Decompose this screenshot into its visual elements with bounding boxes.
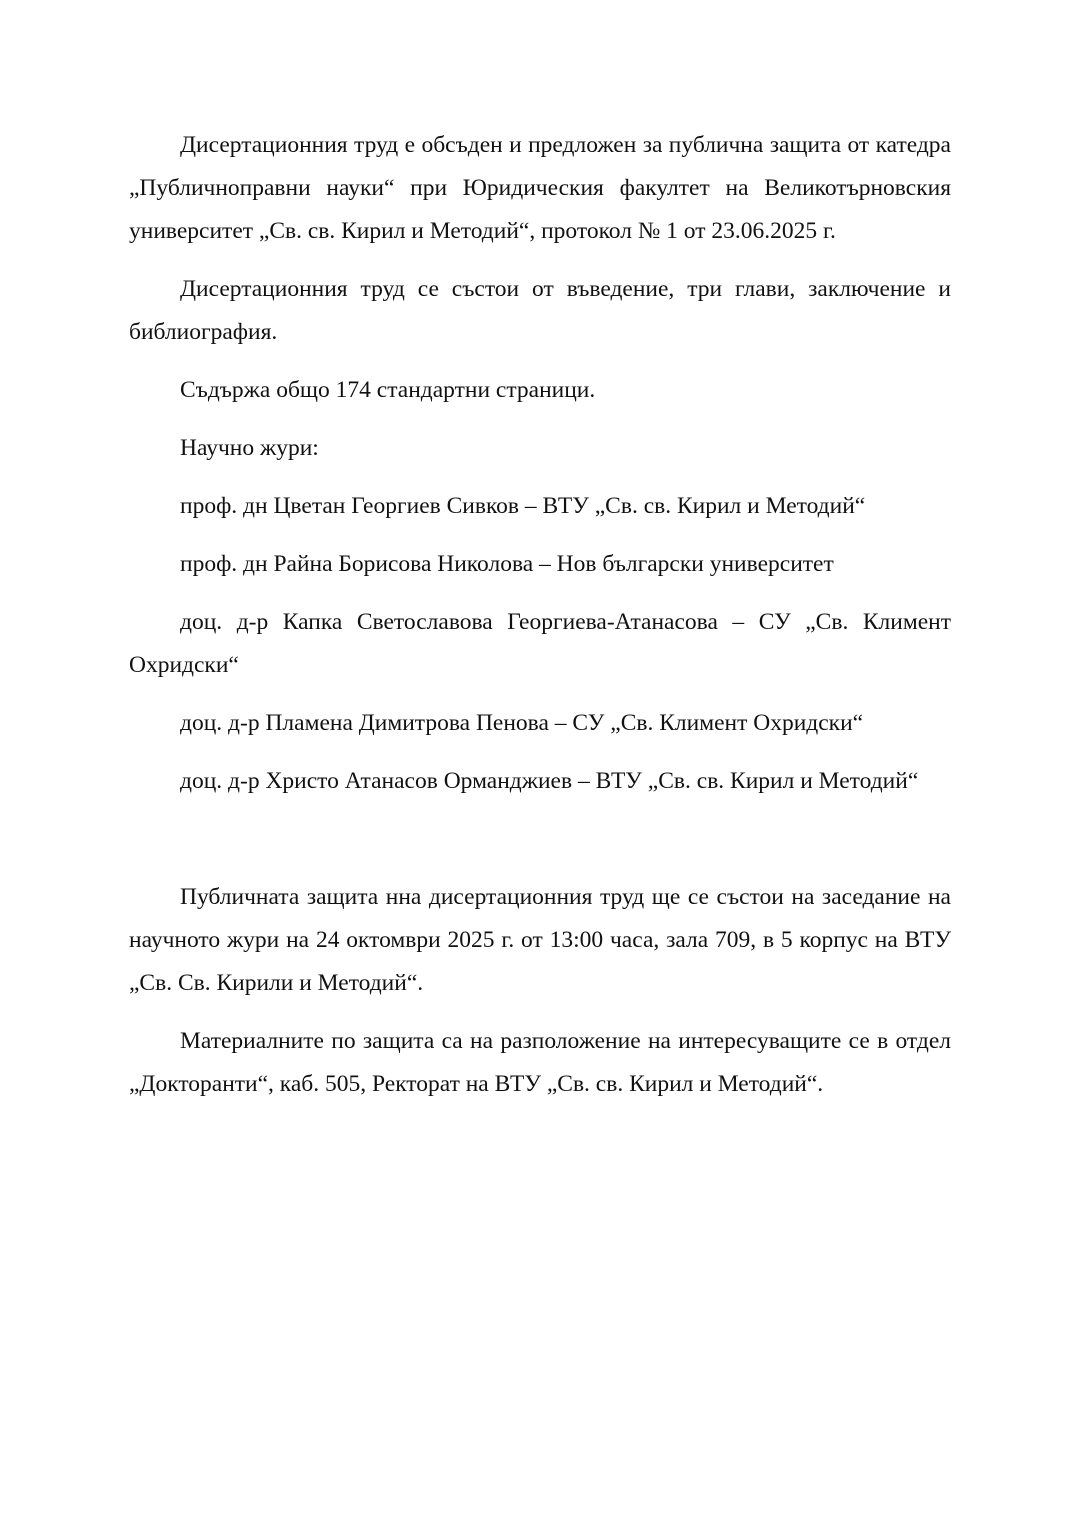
pages-paragraph: Съдържа общо 174 стандартни страници. — [180, 377, 596, 403]
document-body — [129, 124, 951, 1106]
jury-member: доц. д-р Пламена Димитрова Пенова – СУ „Св. Климент Охридски“ — [180, 710, 864, 736]
jury-heading: Научно жури: — [180, 435, 319, 461]
discussion-paragraph: Дисертационния труд е обсъден и предложен за публична защита от катедра „Публичноправни науки“ при Юридическия факултет на Великотърновския университет „Св. св. Кирил и Методий“, протокол № 1 от 23.06.2025 г. — [129, 132, 951, 244]
jury-member: доц. д-р Христо Атанасов Орманджиев – ВТУ „Св. св. Кирил и Методий“ — [180, 768, 919, 794]
defense-paragraph: Публичната защита нна дисертационния труд ще се състои на заседание на научното жури на 24 октомври 2025 г. от 13:00 часа, зала 709, в 5 корпус на ВТУ „Св. Св. Кирили и Методий“. — [129, 884, 951, 996]
jury-member: проф. дн Райна Борисова Николова – Нов български университет — [180, 551, 834, 577]
materials-paragraph: Материалните по защита са на разположение на интересуващите се в отдел „Докторанти“, каб. 505, Ректорат на ВТУ „Св. св. Кирил и Методий“. — [129, 1028, 951, 1097]
jury-member: проф. дн Цветан Георгиев Сивков – ВТУ „Св. св. Кирил и Методий“ — [180, 493, 866, 519]
jury-member: доц. д-р Капка Светославова Георгиева-Атанасова – СУ „Св. Климент Охридски“ — [129, 609, 951, 678]
structure-paragraph: Дисертационния труд се състои от въведение, три глави, заключение и библиография. — [129, 276, 951, 345]
